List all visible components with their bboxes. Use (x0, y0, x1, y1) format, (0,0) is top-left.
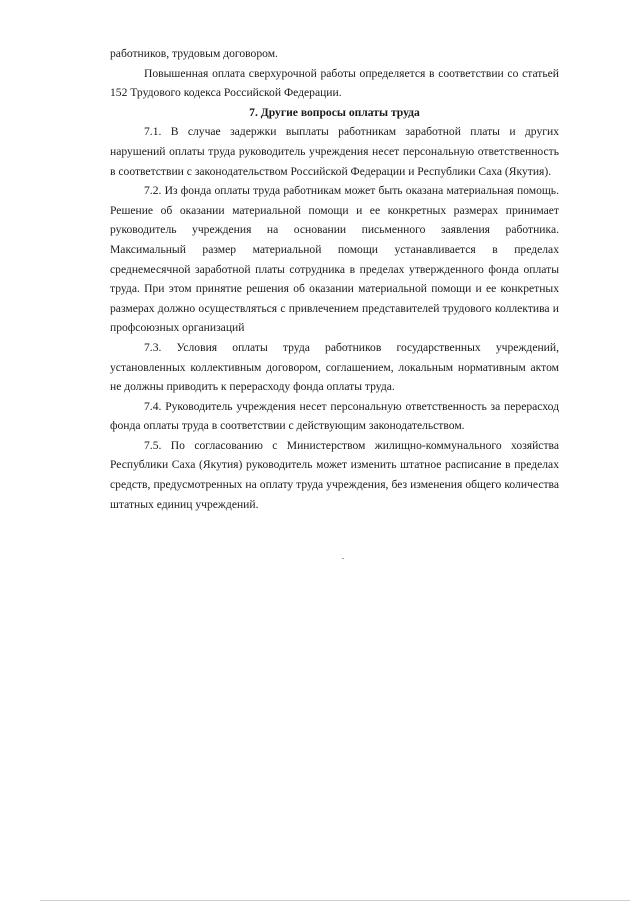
paragraph-7-4: 7.4. Руководитель учреждения несет персональную ответственность за перерасход фонда оплаты труда в соответствии с действующим законодательством. (110, 399, 559, 433)
paragraph-7-1: 7.1. В случае задержки выплаты работникам заработной платы и других нарушений оплаты труда руководитель учреждения несет персональную ответственность в соответствии с законодательством Российской Федерации и Республики Саха (Якутия). (110, 125, 559, 178)
section-heading: 7. Другие вопросы оплаты труда (249, 105, 420, 119)
paragraph-7-2: 7.2. Из фонда оплаты труда работникам может быть оказана материальная помощь. Решение об оказании материальной помощи и ее конкретных размерах принимает руководитель учреждения на основании письменного заявления работника. Максимальный размер материальной помощи устанавливается в пределах среднемесячной заработной платы сотрудника в пределах утвержденного фонда оплаты труда. При этом принятие решения об оказании материальной помощи и ее конкретных размерах должно осуществляться с привлечением представителей трудового коллектива и профсоюзных организаций (110, 184, 559, 335)
paragraph-7-3: 7.3. Условия оплаты труда работников государственных учреждений, установленных коллективным договором, соглашением, локальным нормативным актом не должны приводить к перерасходу фонда оплаты труда. (110, 340, 559, 394)
continuation-line: работников, трудовым договором. (110, 47, 278, 60)
paragraph-7-5: 7.5. По согласованию с Министерством жилищно-коммунального хозяйства Республики Саха (Якутия) руководитель может изменить штатное расписание в пределах средств, предусмотренных на оплату труда учреждения, без изменения общего количества штатных единиц учреждений. (110, 438, 559, 511)
document-page (110, 44, 559, 514)
bottom-scan-edge (40, 900, 630, 901)
paragraph-overtime: Повышенная оплата сверхурочной работы определяется в соответствии со статьей 152 Трудового кодекса Российской Федерации. (110, 66, 559, 100)
scan-speck (342, 558, 344, 559)
